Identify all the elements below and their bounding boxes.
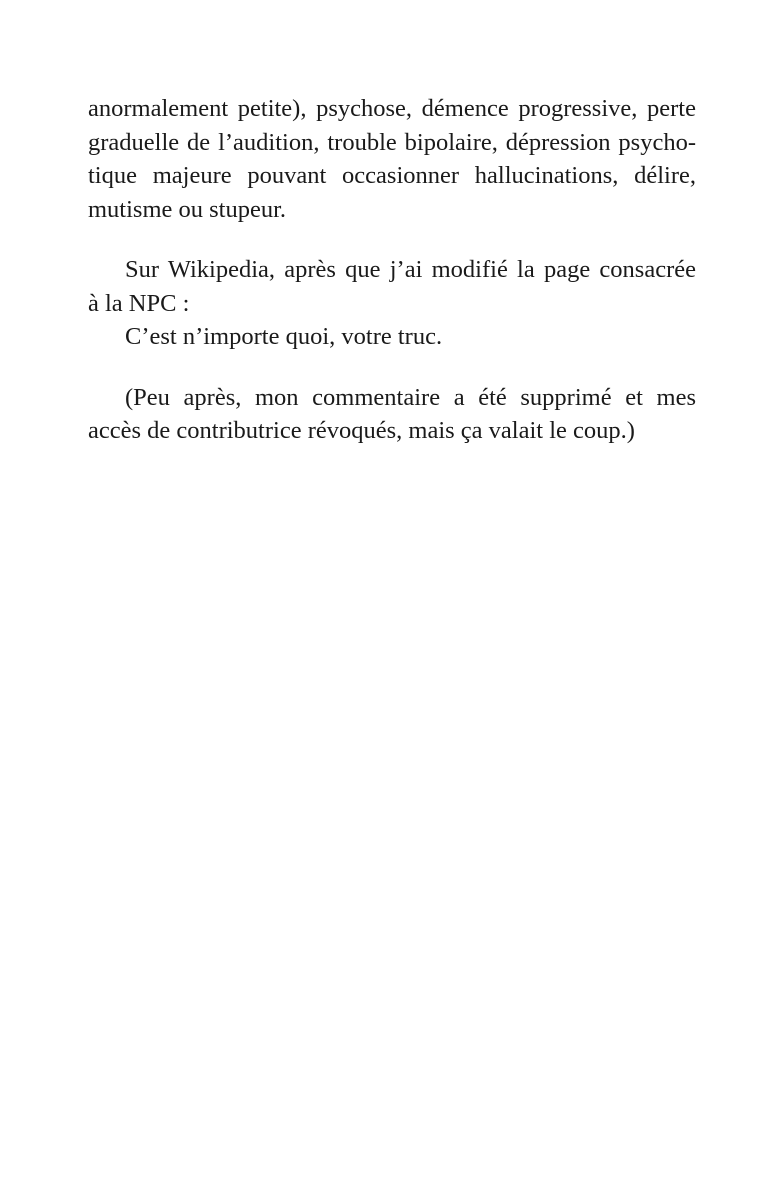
paragraph-gap [88, 226, 696, 253]
text-line: anormalement petite), psychose, démence progressive, perte [88, 95, 696, 122]
text-line: tique majeure pouvant occasionner hallucinations, délire, [88, 162, 696, 189]
quoted-comment: C’est n’importe quoi, votre truc. [125, 323, 443, 350]
text-line: à la NPC : [88, 289, 190, 317]
text-line: Sur Wikipedia, après que j’ai modifié la page consacrée [125, 256, 696, 283]
text-line: graduelle de l’audition, trouble bipolaire, dépression psycho- [88, 128, 696, 156]
text-line: (Peu après, mon commentaire a été supprimé et mes [125, 383, 696, 411]
paragraph-gap [88, 354, 696, 381]
paragraph-aftermath [88, 381, 696, 448]
book-page [88, 92, 696, 448]
text-line: accès de contributrice révoqués, mais ça valait le coup.) [88, 417, 635, 444]
text-line: mutisme ou stupeur. [88, 195, 287, 223]
paragraph-wikipedia [88, 253, 696, 354]
paragraph-symptoms [88, 92, 696, 226]
